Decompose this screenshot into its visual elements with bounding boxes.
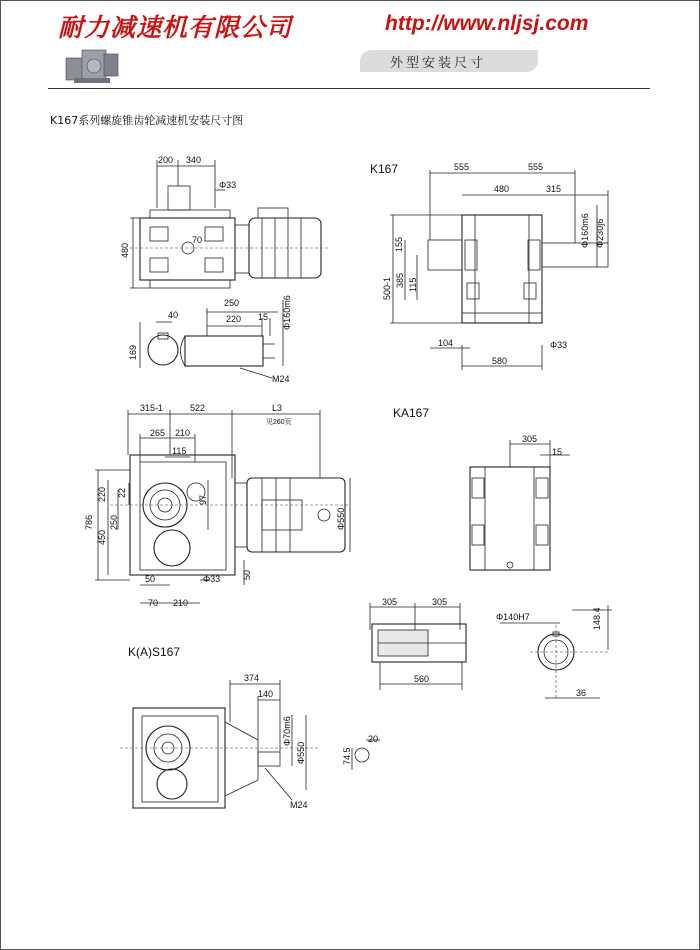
dim-200: 200 bbox=[158, 155, 174, 165]
dim-70: 70 bbox=[192, 235, 203, 245]
dim-phi33-b: Φ33 bbox=[550, 340, 568, 350]
dim-phi33-c: Φ33 bbox=[203, 574, 221, 584]
dim-210-b: 210 bbox=[173, 598, 189, 608]
dim-250-b: 250 bbox=[109, 514, 119, 530]
dim-148-4: 148.4 bbox=[592, 607, 602, 630]
dim-555-b: 555 bbox=[528, 162, 544, 172]
dim-250: 250 bbox=[224, 298, 240, 308]
view-hollow-shaft bbox=[370, 603, 612, 700]
dim-phi70m6: Φ70m6 bbox=[282, 716, 292, 746]
dim-40: 40 bbox=[168, 310, 179, 320]
dim-210-a: 210 bbox=[175, 428, 191, 438]
dim-220: 220 bbox=[226, 314, 242, 324]
dim-155: 155 bbox=[394, 236, 404, 252]
dim-305-c: 305 bbox=[432, 597, 448, 607]
dim-480-a: 480 bbox=[120, 242, 130, 258]
dim-522: 522 bbox=[190, 403, 206, 413]
dim-phi550-b: Φ550 bbox=[296, 741, 306, 764]
dim-374: 374 bbox=[244, 673, 260, 683]
dim-50-a: 50 bbox=[145, 574, 156, 584]
dim-20: 20 bbox=[368, 734, 379, 744]
dim-115-b: 115 bbox=[172, 446, 187, 456]
page-title: K167系列螺旋锥齿轮减速机安装尺寸图 bbox=[50, 114, 244, 127]
dim-315-1: 315-1 bbox=[140, 403, 164, 413]
dim-305-b: 305 bbox=[382, 597, 398, 607]
view-ka167 bbox=[470, 440, 570, 570]
dim-450: 450 bbox=[97, 529, 107, 545]
dim-555-a: 555 bbox=[454, 162, 470, 172]
dim-22: 22 bbox=[117, 487, 127, 498]
dim-l3: L3 bbox=[272, 403, 283, 413]
dim-265: 265 bbox=[150, 428, 166, 438]
dim-m24-a: M24 bbox=[272, 374, 290, 384]
section-tab-label: 外型安装尺寸 bbox=[390, 56, 487, 71]
dim-36: 36 bbox=[576, 688, 587, 698]
dim-220: 220 bbox=[97, 486, 107, 502]
dim-97: 97 bbox=[198, 494, 208, 505]
dim-786: 786 bbox=[84, 514, 94, 530]
view-label-kas167: K(A)S167 bbox=[128, 645, 181, 659]
company-url[interactable]: http://www.nljsj.com bbox=[385, 12, 589, 35]
dim-104: 104 bbox=[438, 338, 454, 348]
dim-50-b: 50 bbox=[242, 569, 252, 580]
company-name: 耐力减速机有限公司 bbox=[58, 13, 293, 42]
dim-140: 140 bbox=[258, 689, 274, 699]
view-label-k167: K167 bbox=[370, 162, 399, 176]
dim-560: 560 bbox=[414, 674, 430, 684]
dim-480-b: 480 bbox=[494, 184, 510, 194]
dim-169: 169 bbox=[128, 344, 138, 360]
view-kas167 bbox=[120, 680, 380, 808]
dim-m24-b: M24 bbox=[290, 800, 308, 810]
dim-phi550-a: Φ550 bbox=[336, 507, 346, 530]
dim-500-1: 500-1 bbox=[382, 276, 392, 300]
dim-385: 385 bbox=[395, 272, 405, 288]
dim-115-a: 115 bbox=[408, 277, 418, 292]
dim-phi140h7: Φ140H7 bbox=[496, 612, 530, 622]
dim-70-b: 70 bbox=[148, 598, 159, 608]
view-k167 bbox=[390, 170, 608, 370]
dim-phi230j6: Φ230j6 bbox=[595, 218, 605, 248]
dim-340: 340 bbox=[186, 155, 202, 165]
dim-15-a: 15 bbox=[258, 312, 269, 322]
dim-phi160m6-b: Φ160m6 bbox=[580, 213, 590, 248]
dim-74-5: 74.5 bbox=[342, 747, 352, 765]
view-k167-front bbox=[95, 410, 350, 603]
view-label-ka167: KA167 bbox=[393, 406, 430, 420]
dim-phi33-a: Φ33 bbox=[219, 180, 237, 190]
dim-315: 315 bbox=[546, 184, 562, 194]
dim-580: 580 bbox=[492, 356, 508, 366]
dim-15-b: 15 bbox=[552, 447, 563, 457]
dim-see-page: 见260页 bbox=[266, 419, 292, 426]
dim-305-a: 305 bbox=[522, 434, 538, 444]
dim-phi160m6-a: Φ160m6 bbox=[282, 295, 292, 330]
